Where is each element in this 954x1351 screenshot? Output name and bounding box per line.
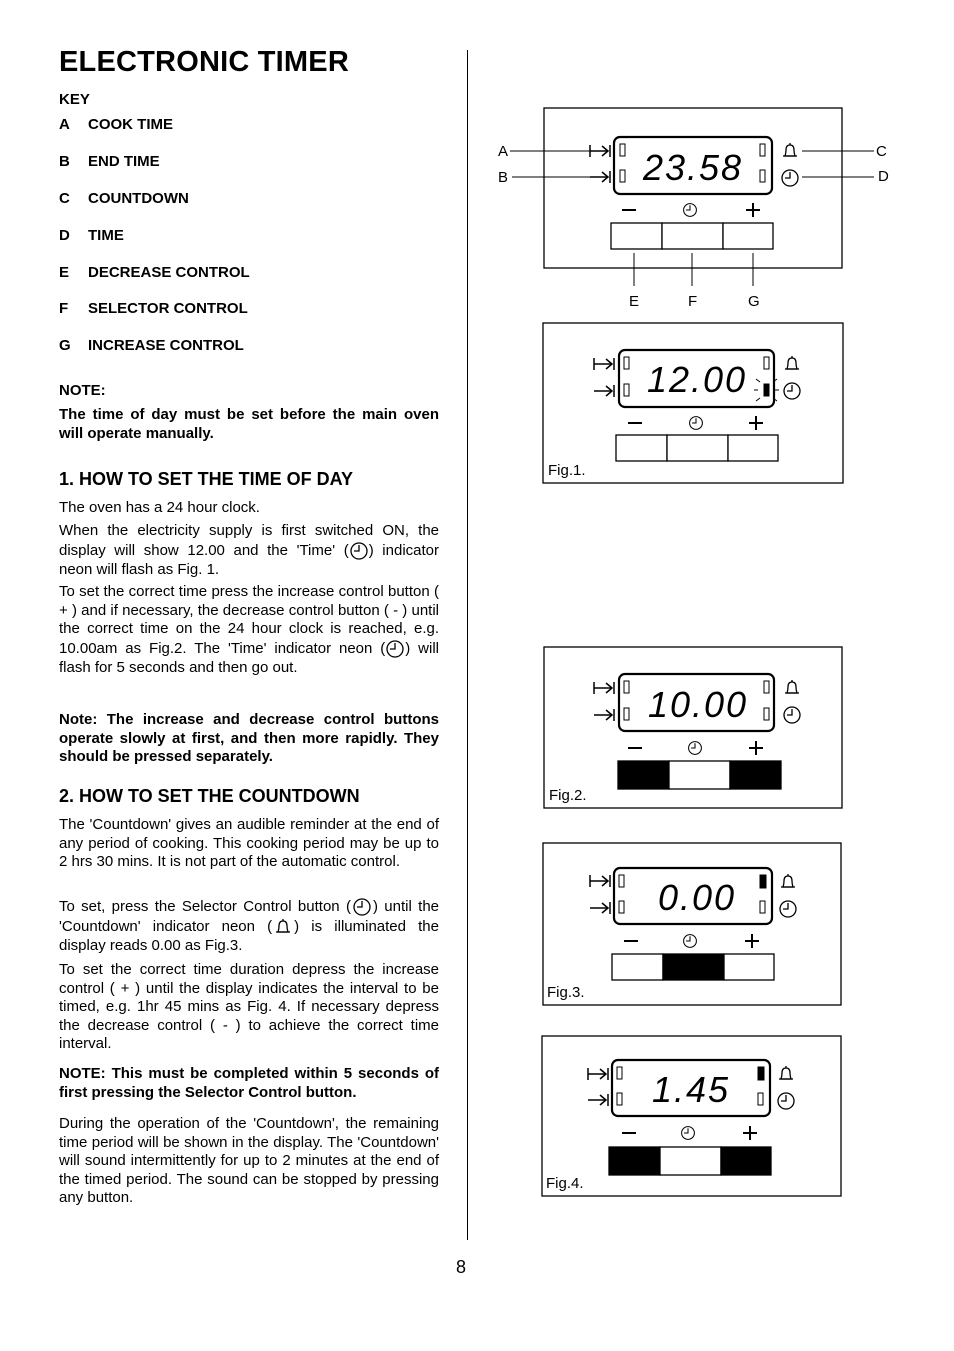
plus-icon (749, 416, 763, 430)
key-diagram (470, 100, 910, 315)
neon-indicator (624, 708, 629, 720)
label-e: E (629, 293, 640, 310)
neon-indicator (624, 357, 629, 369)
neon-indicator (764, 681, 769, 693)
clock-icon (684, 204, 697, 217)
neon-indicator (764, 357, 769, 369)
figure-label: Fig.4. (546, 1175, 584, 1192)
neon-indicator (760, 901, 765, 913)
section-2-heading: 2. HOW TO SET THE COUNTDOWN (59, 786, 360, 806)
display-readout: 0.00 (657, 877, 737, 918)
clock-icon (682, 1127, 695, 1140)
selector-button[interactable] (660, 1147, 721, 1175)
label-f: F (688, 293, 698, 310)
clock-icon (690, 417, 703, 430)
figure-label: Fig.2. (549, 787, 587, 804)
text: To set the correct time press the increase control button ( + ) and if necessary, the decrease control button ( - ) until the correct time on the 24 hour clock is reached, e.g. 10.00am as Fig.2. The 'Time' indicator neon ( (59, 583, 439, 657)
key-letter: C (59, 190, 70, 207)
increase-button[interactable] (724, 954, 774, 980)
figure-4 (541, 1035, 843, 1198)
countdown-neon-lit (760, 875, 766, 888)
end-time-icon (590, 171, 610, 183)
key-letter: D (59, 227, 70, 244)
countdown-neon-lit (758, 1067, 764, 1080)
section-2-note: NOTE: This must be completed within 5 seconds of first pressing the Selector Control button. (59, 1065, 439, 1101)
bell-icon (783, 143, 797, 156)
key-letter: B (59, 153, 70, 170)
clock-icon (784, 707, 800, 723)
key-label: TIME (88, 227, 124, 244)
bell-icon (272, 917, 294, 937)
label-a: A (498, 143, 509, 160)
display-readout: 23.58 (642, 147, 744, 188)
selector-button-pressed[interactable] (663, 954, 724, 980)
text: When the electricity supply is first switched ON, the display will show 12.00 and the 'Time' ( (59, 522, 439, 559)
key-heading: KEY (59, 91, 90, 108)
text: ) indicator neon will flash as Fig. 1. (59, 541, 439, 578)
text: ) until the 'Countdown' indicator neon ( (59, 897, 439, 935)
neon-indicator (619, 901, 624, 913)
increase-button-pressed[interactable] (730, 761, 781, 789)
label-g: G (748, 293, 760, 310)
key-item-b (59, 153, 160, 170)
figure-1 (542, 322, 844, 484)
figure-3 (542, 842, 844, 1007)
selector-button[interactable] (669, 761, 730, 789)
neon-indicator (617, 1067, 622, 1079)
neon-indicator (764, 708, 769, 720)
neon-indicator (760, 170, 765, 182)
key-label: END TIME (88, 153, 160, 170)
neon-indicator (760, 144, 765, 156)
section-1-heading: 1. HOW TO SET THE TIME OF DAY (59, 469, 354, 489)
clock-icon (684, 935, 697, 948)
key-item-d (59, 227, 124, 244)
section-2-p1: The 'Countdown' gives an audible reminder at the end of any period of cooking. This cooking period may be up to 2 hrs 30 mins. It is not part of the automatic control. (59, 816, 439, 870)
section-2-p2 (59, 897, 439, 956)
neon-indicator (619, 875, 624, 887)
section-2-p4: During the operation of the 'Countdown', the remaining time period will be shown in the display. The 'Countdown' will sound intermittently for up to 2 minutes at the end of the timed period. The sound can be stopped by pressing any button. (59, 1115, 439, 1206)
key-label: INCREASE CONTROL (88, 337, 244, 354)
note-text: The time of day must be set before the main oven will operate manually. (59, 406, 439, 442)
key-letter: A (59, 116, 70, 133)
key-item-g (59, 337, 244, 354)
plus-icon (749, 741, 763, 755)
figure-2 (543, 646, 845, 810)
plus-icon (743, 1126, 757, 1140)
cook-time-icon (594, 682, 614, 694)
label-b: B (498, 169, 509, 186)
figure-label: Fig.1. (548, 462, 586, 479)
key-label: COUNTDOWN (88, 190, 189, 207)
text: ) is illuminated the display reads 0.00 as Fig.3. (59, 917, 439, 954)
cook-time-icon (590, 145, 610, 157)
section-1-note: Note: The increase and decrease control buttons operate slowly at first, and then more rapidly. They should be pressed separately. (59, 711, 439, 765)
display-readout: 12.00 (646, 359, 748, 400)
bell-icon (785, 356, 799, 369)
end-time-icon (588, 1094, 608, 1106)
bell-icon (779, 1066, 793, 1079)
section-2-p3: To set the correct time duration depress the increase control ( + ) until the display indicates the interval to be timed, e.g. 1hr 45 mins as Fig. 4. If necessary depress the decrease control ( - ) to achieve the correct time interval. (59, 961, 439, 1052)
decrease-button[interactable] (611, 223, 662, 249)
key-item-e (59, 264, 250, 281)
clock-icon (689, 742, 702, 755)
neon-indicator (624, 384, 629, 396)
display-readout: 10.00 (647, 684, 749, 725)
clock-icon (778, 1093, 794, 1109)
label-c: C (876, 143, 887, 160)
neon-indicator (620, 170, 625, 182)
neon-indicator (758, 1093, 763, 1105)
page-number: 8 (456, 1257, 467, 1277)
key-item-a (59, 116, 173, 133)
section-1-p1: The oven has a 24 hour clock. (59, 499, 260, 516)
increase-button[interactable] (723, 223, 773, 249)
cook-time-icon (590, 875, 610, 887)
end-time-icon (590, 902, 610, 914)
display-readout: 1.45 (651, 1069, 731, 1110)
decrease-button[interactable] (616, 435, 667, 461)
clock-icon (385, 639, 405, 659)
decrease-button-pressed[interactable] (609, 1147, 660, 1175)
key-label: DECREASE CONTROL (88, 264, 250, 281)
clock-icon (780, 901, 796, 917)
decrease-button-pressed[interactable] (618, 761, 669, 789)
bell-icon (785, 680, 799, 693)
end-time-icon (594, 385, 614, 397)
key-letter: G (59, 337, 71, 354)
clock-icon (349, 541, 369, 561)
figure-label: Fig.3. (547, 984, 585, 1001)
column-divider (467, 50, 468, 1240)
key-letter: E (59, 264, 70, 281)
note-heading: NOTE: (59, 382, 106, 399)
key-item-c (59, 190, 189, 207)
time-neon-flashing (764, 384, 769, 396)
text: ) will flash for 5 seconds and then go out. (59, 639, 440, 676)
cook-time-icon (588, 1068, 608, 1080)
clock-icon (782, 170, 798, 186)
key-item-f (59, 300, 248, 317)
selector-button[interactable] (667, 435, 728, 461)
clock-icon (351, 897, 373, 917)
plus-icon (746, 203, 760, 217)
clock-icon (784, 383, 800, 399)
section-1-p2 (59, 522, 439, 579)
cook-time-icon (594, 358, 614, 370)
neon-indicator (620, 144, 625, 156)
increase-button-pressed[interactable] (721, 1147, 771, 1175)
decrease-button[interactable] (612, 954, 663, 980)
section-1-p3 (59, 583, 439, 677)
increase-button[interactable] (728, 435, 778, 461)
neon-indicator (617, 1093, 622, 1105)
selector-button[interactable] (662, 223, 723, 249)
key-label: COOK TIME (88, 116, 173, 133)
bell-icon (781, 874, 795, 887)
key-label: SELECTOR CONTROL (88, 300, 248, 317)
key-letter: F (59, 300, 69, 317)
page-title: ELECTRONIC TIMER (59, 46, 349, 78)
text: To set, press the Selector Control button ( (59, 897, 351, 915)
neon-indicator (624, 681, 629, 693)
label-d: D (878, 168, 889, 185)
end-time-icon (594, 709, 614, 721)
plus-icon (745, 934, 759, 948)
